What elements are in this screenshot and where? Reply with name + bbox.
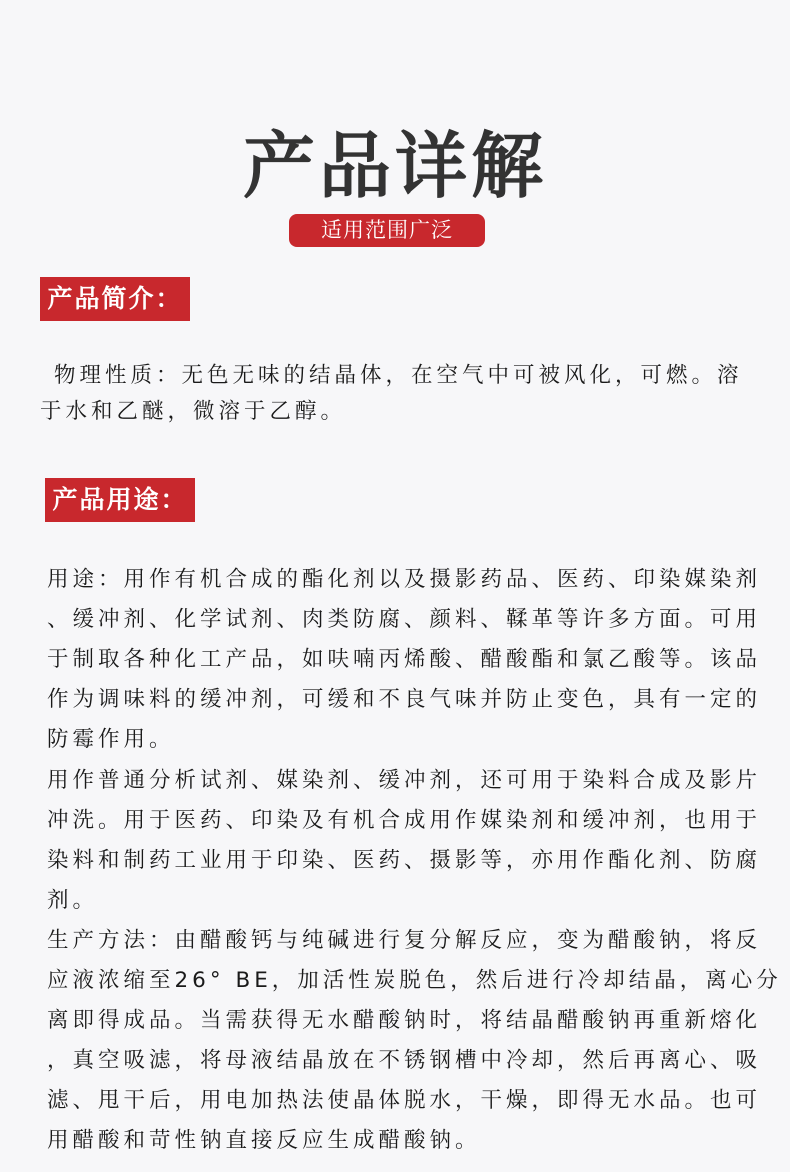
text-line: 冲洗。用于医药、印染及有机合成用作媒染剂和缓冲剂，也用于 [47,807,762,833]
text-line: 防霉作用。 [47,727,175,753]
page-title: 产品详解 [242,124,547,208]
text-line: 生产方法：由醋酸钙与纯碱进行复分解反应，变为醋酸钠，将反 [47,927,762,953]
text-line: 染料和制药工业用于印染、医药、摄影等，亦用作酯化剂、防腐 [47,847,762,873]
text-line: 于水和乙醚，微溶于乙醇。 [40,399,347,424]
text-line: 应液浓缩至26° BE，加活性炭脱色，然后进行冷却结晶，离心分 [47,968,782,993]
text-line: 、缓冲剂、化学试剂、肉类防腐、颜料、鞣革等许多方面。可用 [47,607,762,633]
text-line: 剂。 [47,887,99,913]
text-line: 物理性质：无色无味的结晶体，在空气中可被风化，可燃。溶 [54,363,743,388]
text-line: 作为调味料的缓冲剂，可缓和不良气味并防止变色，具有一定的 [47,687,762,713]
text-line: ，真空吸滤，将母液结晶放在不锈钢槽中冷却，然后再离心、吸 [47,1048,762,1074]
text-line: 滤、甩干后，用电加热法使晶体脱水，干燥，即得无水品。也可 [47,1088,762,1114]
text-line: 用途：用作有机合成的酯化剂以及摄影药品、医药、印染媒染剂 [47,567,762,592]
intro-label: 产品简介： [40,277,190,321]
text-line: 用作普通分析试剂、媒染剂、缓冲剂，还可用于染料合成及影片 [47,767,762,793]
text-line: 离即得成品。当需获得无水醋酸钠时，将结晶醋酸钠再重新熔化 [47,1008,762,1034]
usage-label: 产品用途： [45,478,195,522]
scope-badge: 适用范围广泛 [289,214,485,247]
text-line: 用醋酸和苛性钠直接反应生成醋酸钠。 [47,1128,481,1154]
text-line: 于制取各种化工产品，如呋喃丙烯酸、醋酸酯和氯乙酸等。该品 [47,647,762,673]
